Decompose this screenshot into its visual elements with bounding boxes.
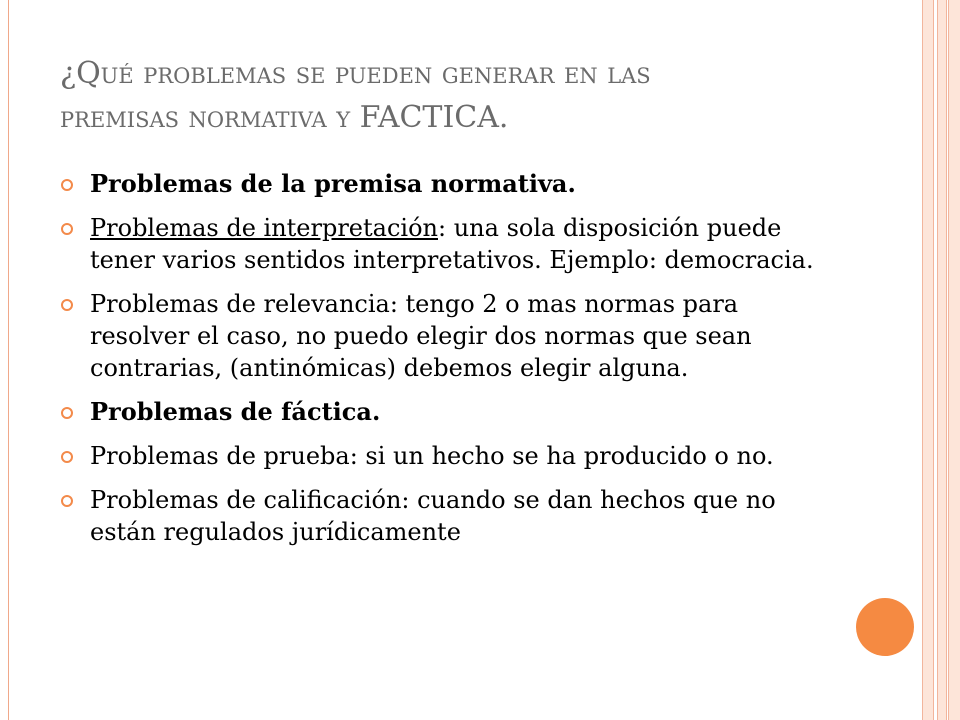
bullet-circle-icon <box>61 223 73 235</box>
bullet-circle-icon <box>61 299 73 311</box>
underlined-term: Problemas de interpretación <box>90 214 438 242</box>
bullet-text: Problemas de fáctica. <box>90 397 381 426</box>
title-line-2: premisas normativa y FACTICA. <box>60 100 509 135</box>
bullet-text: Problemas de prueba: si un hecho se ha producido o no. <box>90 442 774 470</box>
bullet-circle-icon <box>61 407 73 419</box>
right-stripe-2 <box>937 0 947 720</box>
bullet-item <box>60 168 840 200</box>
bullet-item <box>60 288 840 384</box>
bullet-list <box>60 168 840 560</box>
bullet-text-rest: : una sola disposición puede tener varios sentidos interpretativos. Ejemplo: democracia. <box>90 214 814 274</box>
bullet-item <box>60 440 840 472</box>
bullet-circle-icon <box>61 451 73 463</box>
bullet-text: Problemas de relevancia: tengo 2 o mas normas para resolver el caso, no puedo elegir dos normas que sean contrarias, (antinómicas) debemos elegir alguna. <box>90 290 752 382</box>
bullet-circle-icon <box>61 495 73 507</box>
right-stripe-1 <box>922 0 934 720</box>
title-line-1: ¿Qué problemas se pueden generar en las <box>60 56 651 91</box>
bullet-item <box>60 484 840 548</box>
left-border-line <box>8 0 9 720</box>
bullet-text <box>90 212 840 276</box>
slide-title <box>60 52 860 140</box>
bullet-item <box>60 396 840 428</box>
bullet-circle-icon <box>61 179 73 191</box>
bullet-text: Problemas de la premisa normativa. <box>90 169 576 198</box>
right-stripe-3 <box>948 0 960 720</box>
bullet-item <box>60 212 840 276</box>
orange-circle-decoration <box>856 598 914 656</box>
bullet-text: Problemas de calificación: cuando se dan hechos que no están regulados jurídicamente <box>90 486 776 546</box>
